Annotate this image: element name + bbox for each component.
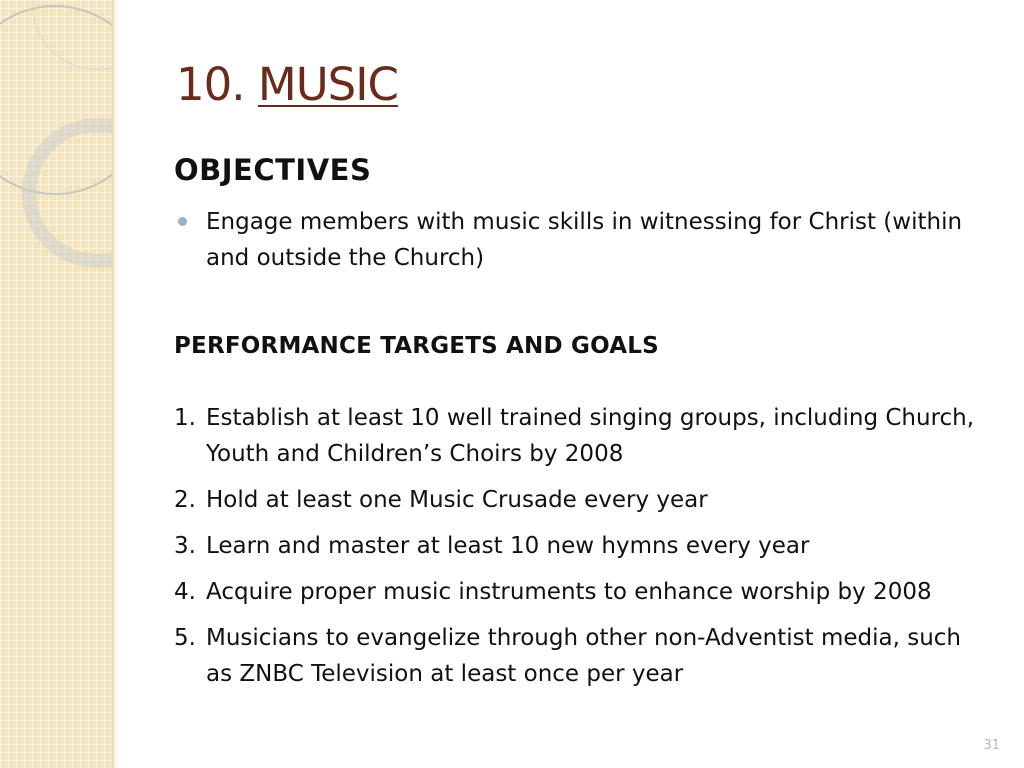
page-number: 31 [983, 738, 1000, 753]
target-item [174, 400, 984, 472]
side-panel-edge [112, 0, 118, 768]
target-item [174, 528, 984, 564]
target-number: 3. [174, 533, 196, 559]
slide-title [176, 58, 398, 111]
bullet-icon [178, 217, 187, 226]
title-number: 10. [176, 58, 245, 111]
target-list [174, 400, 984, 692]
target-number: 2. [174, 487, 196, 513]
slide-content [174, 152, 984, 702]
title-text: MUSIC [257, 58, 398, 111]
target-item [174, 620, 984, 692]
target-item [174, 574, 984, 610]
target-text: Acquire proper music instruments to enhance worship by 2008 [206, 579, 932, 605]
target-text: Learn and master at least 10 new hymns every year [206, 533, 810, 559]
targets-heading: PERFORMANCE TARGETS AND GOALS [174, 333, 659, 359]
target-number: 5. [174, 625, 196, 651]
objective-text: Engage members with music skills in witnessing for Christ (within and outside the Church) [206, 209, 963, 271]
target-text: Musicians to evangelize through other non-Adventist media, such as ZNBC Television at least once per year [206, 625, 962, 687]
target-number: 1. [174, 405, 196, 431]
objectives-heading: OBJECTIVES [174, 153, 372, 187]
objective-item [174, 204, 984, 276]
target-text: Hold at least one Music Crusade every year [206, 487, 708, 513]
target-text: Establish at least 10 well trained singing groups, including Church, Youth and Children’s Choirs by 2008 [206, 405, 975, 467]
target-number: 4. [174, 579, 196, 605]
target-item [174, 482, 984, 518]
decorative-side-panel [0, 0, 112, 768]
